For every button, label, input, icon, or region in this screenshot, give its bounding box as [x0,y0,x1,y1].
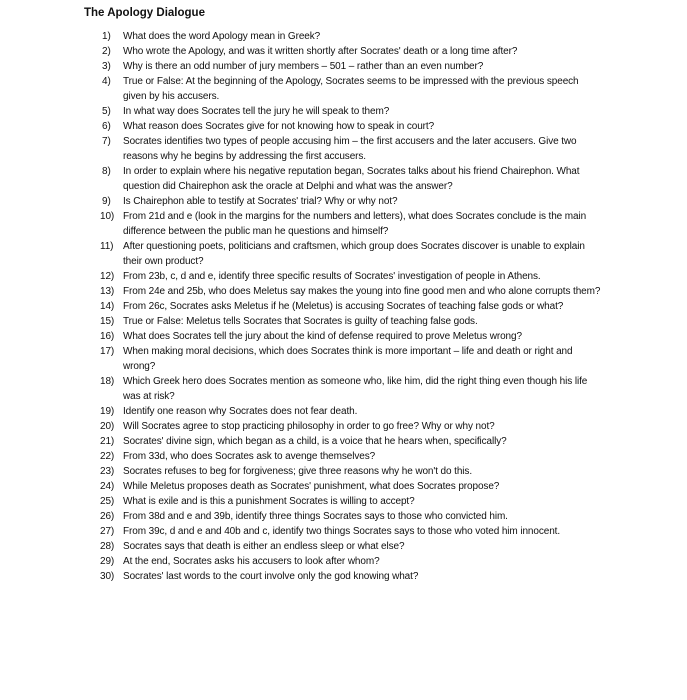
question-item [102,569,602,584]
question-number: 14) [100,301,115,312]
question-text: Who wrote the Apology, and was it written shortly after Socrates' death or a long time after? [123,46,518,57]
question-text: Socrates says that death is either an endless sleep or what else? [123,541,405,552]
question-text: Socrates' last words to the court involve only the god knowing what? [123,571,419,582]
question-text: What reason does Socrates give for not knowing how to speak in court? [123,121,435,132]
question-item [102,479,602,494]
question-text: Socrates identifies two types of people accusing him – the first accusers and the later accusers. Give two reasons why he begins by addressing the first accusers. [123,136,577,162]
question-number: 27) [100,526,115,537]
question-text: In what way does Socrates tell the jury he will speak to them? [123,106,390,117]
question-text: True or False: At the beginning of the Apology, Socrates seems to be impressed with the previous speech given by his accusers. [123,76,579,102]
question-item [102,104,602,119]
question-text: True or False: Meletus tells Socrates that Socrates is guilty of teaching false gods. [123,316,478,327]
question-text: When making moral decisions, which does Socrates think is more important – life and death or right and wrong? [123,346,573,372]
question-item [102,74,602,104]
question-number: 24) [100,481,115,492]
question-text: Which Greek hero does Socrates mention as someone who, like him, did the right thing even though his life was at risk? [123,376,588,402]
question-text: After questioning poets, politicians and craftsmen, which group does Socrates discover is unable to explain their own product? [123,241,585,267]
question-number: 21) [100,436,115,447]
question-number: 12) [100,271,115,282]
question-text: From 33d, who does Socrates ask to avenge themselves? [123,451,376,462]
question-item [102,299,602,314]
question-item [102,434,602,449]
question-number: 20) [100,421,115,432]
question-item [102,194,602,209]
question-number: 19) [100,406,115,417]
question-item [102,404,602,419]
question-number: 1) [102,31,111,42]
question-text: Why is there an odd number of jury members – 501 – rather than an even number? [123,61,484,72]
question-number: 23) [100,466,115,477]
question-item [102,269,602,284]
question-item [102,29,602,44]
question-number: 8) [102,166,111,177]
question-number: 17) [100,346,115,357]
question-text: Identify one reason why Socrates does not fear death. [123,406,358,417]
question-item [102,44,602,59]
page-title: The Apology Dialogue [84,7,205,19]
question-text: What is exile and is this a punishment Socrates is willing to accept? [123,496,415,507]
question-item [102,494,602,509]
question-number: 13) [100,286,115,297]
question-text: From 24e and 25b, who does Meletus say makes the young into fine good men and who alone corrupts them? [123,286,601,297]
question-text: From 39c, d and e and 40b and c, identify two things Socrates says to those who voted him innocent. [123,526,561,537]
question-item [102,134,602,164]
question-item [102,509,602,524]
question-number: 4) [102,76,111,87]
question-item [102,329,602,344]
question-number: 28) [100,541,115,552]
question-text: What does the word Apology mean in Greek? [123,31,321,42]
question-number: 15) [100,316,115,327]
question-number: 2) [102,46,111,57]
question-number: 22) [100,451,115,462]
question-number: 25) [100,496,115,507]
question-text: What does Socrates tell the jury about the kind of defense required to prove Meletus wrong? [123,331,522,342]
question-item [102,539,602,554]
question-item [102,524,602,539]
question-item [102,164,602,194]
question-text: Socrates refuses to beg for forgiveness; give three reasons why he won't do this. [123,466,473,477]
question-number: 29) [100,556,115,567]
question-text: From 38d and e and 39b, identify three things Socrates says to those who convicted him. [123,511,508,522]
question-text: While Meletus proposes death as Socrates' punishment, what does Socrates propose? [123,481,500,492]
question-text: Socrates' divine sign, which began as a child, is a voice that he hears when, specifically? [123,436,507,447]
question-item [102,554,602,569]
question-item [102,449,602,464]
question-number: 30) [100,571,115,582]
question-item [102,209,602,239]
question-item [102,419,602,434]
question-text: At the end, Socrates asks his accusers to look after whom? [123,556,380,567]
question-number: 9) [102,196,111,207]
question-list [102,29,602,584]
question-item [102,284,602,299]
question-number: 3) [102,61,111,72]
question-text: In order to explain where his negative reputation began, Socrates talks about his friend Chairephon. What question did Chairephon ask the oracle at Delphi and what was the answer? [123,166,580,192]
question-number: 11) [100,241,114,252]
question-text: From 26c, Socrates asks Meletus if he (Meletus) is accusing Socrates of teaching false gods or what? [123,301,564,312]
question-text: From 23b, c, d and e, identify three specific results of Socrates' investigation of people in Athens. [123,271,541,282]
question-item [102,374,602,404]
question-number: 10) [100,211,115,222]
question-number: 16) [100,331,115,342]
question-number: 18) [100,376,115,387]
question-text: From 21d and e (look in the margins for the numbers and letters), what does Socrates conclude is the main difference between the public man he questions and himself? [123,211,587,237]
question-number: 6) [102,121,111,132]
question-text: Will Socrates agree to stop practicing philosophy in order to go free? Why or why not? [123,421,495,432]
question-item [102,314,602,329]
question-item [102,239,602,269]
question-item [102,59,602,74]
question-item [102,344,602,374]
question-number: 5) [102,106,111,117]
question-number: 26) [100,511,115,522]
question-item [102,119,602,134]
question-item [102,464,602,479]
question-text: Is Chairephon able to testify at Socrates' trial? Why or why not? [123,196,398,207]
question-number: 7) [102,136,111,147]
